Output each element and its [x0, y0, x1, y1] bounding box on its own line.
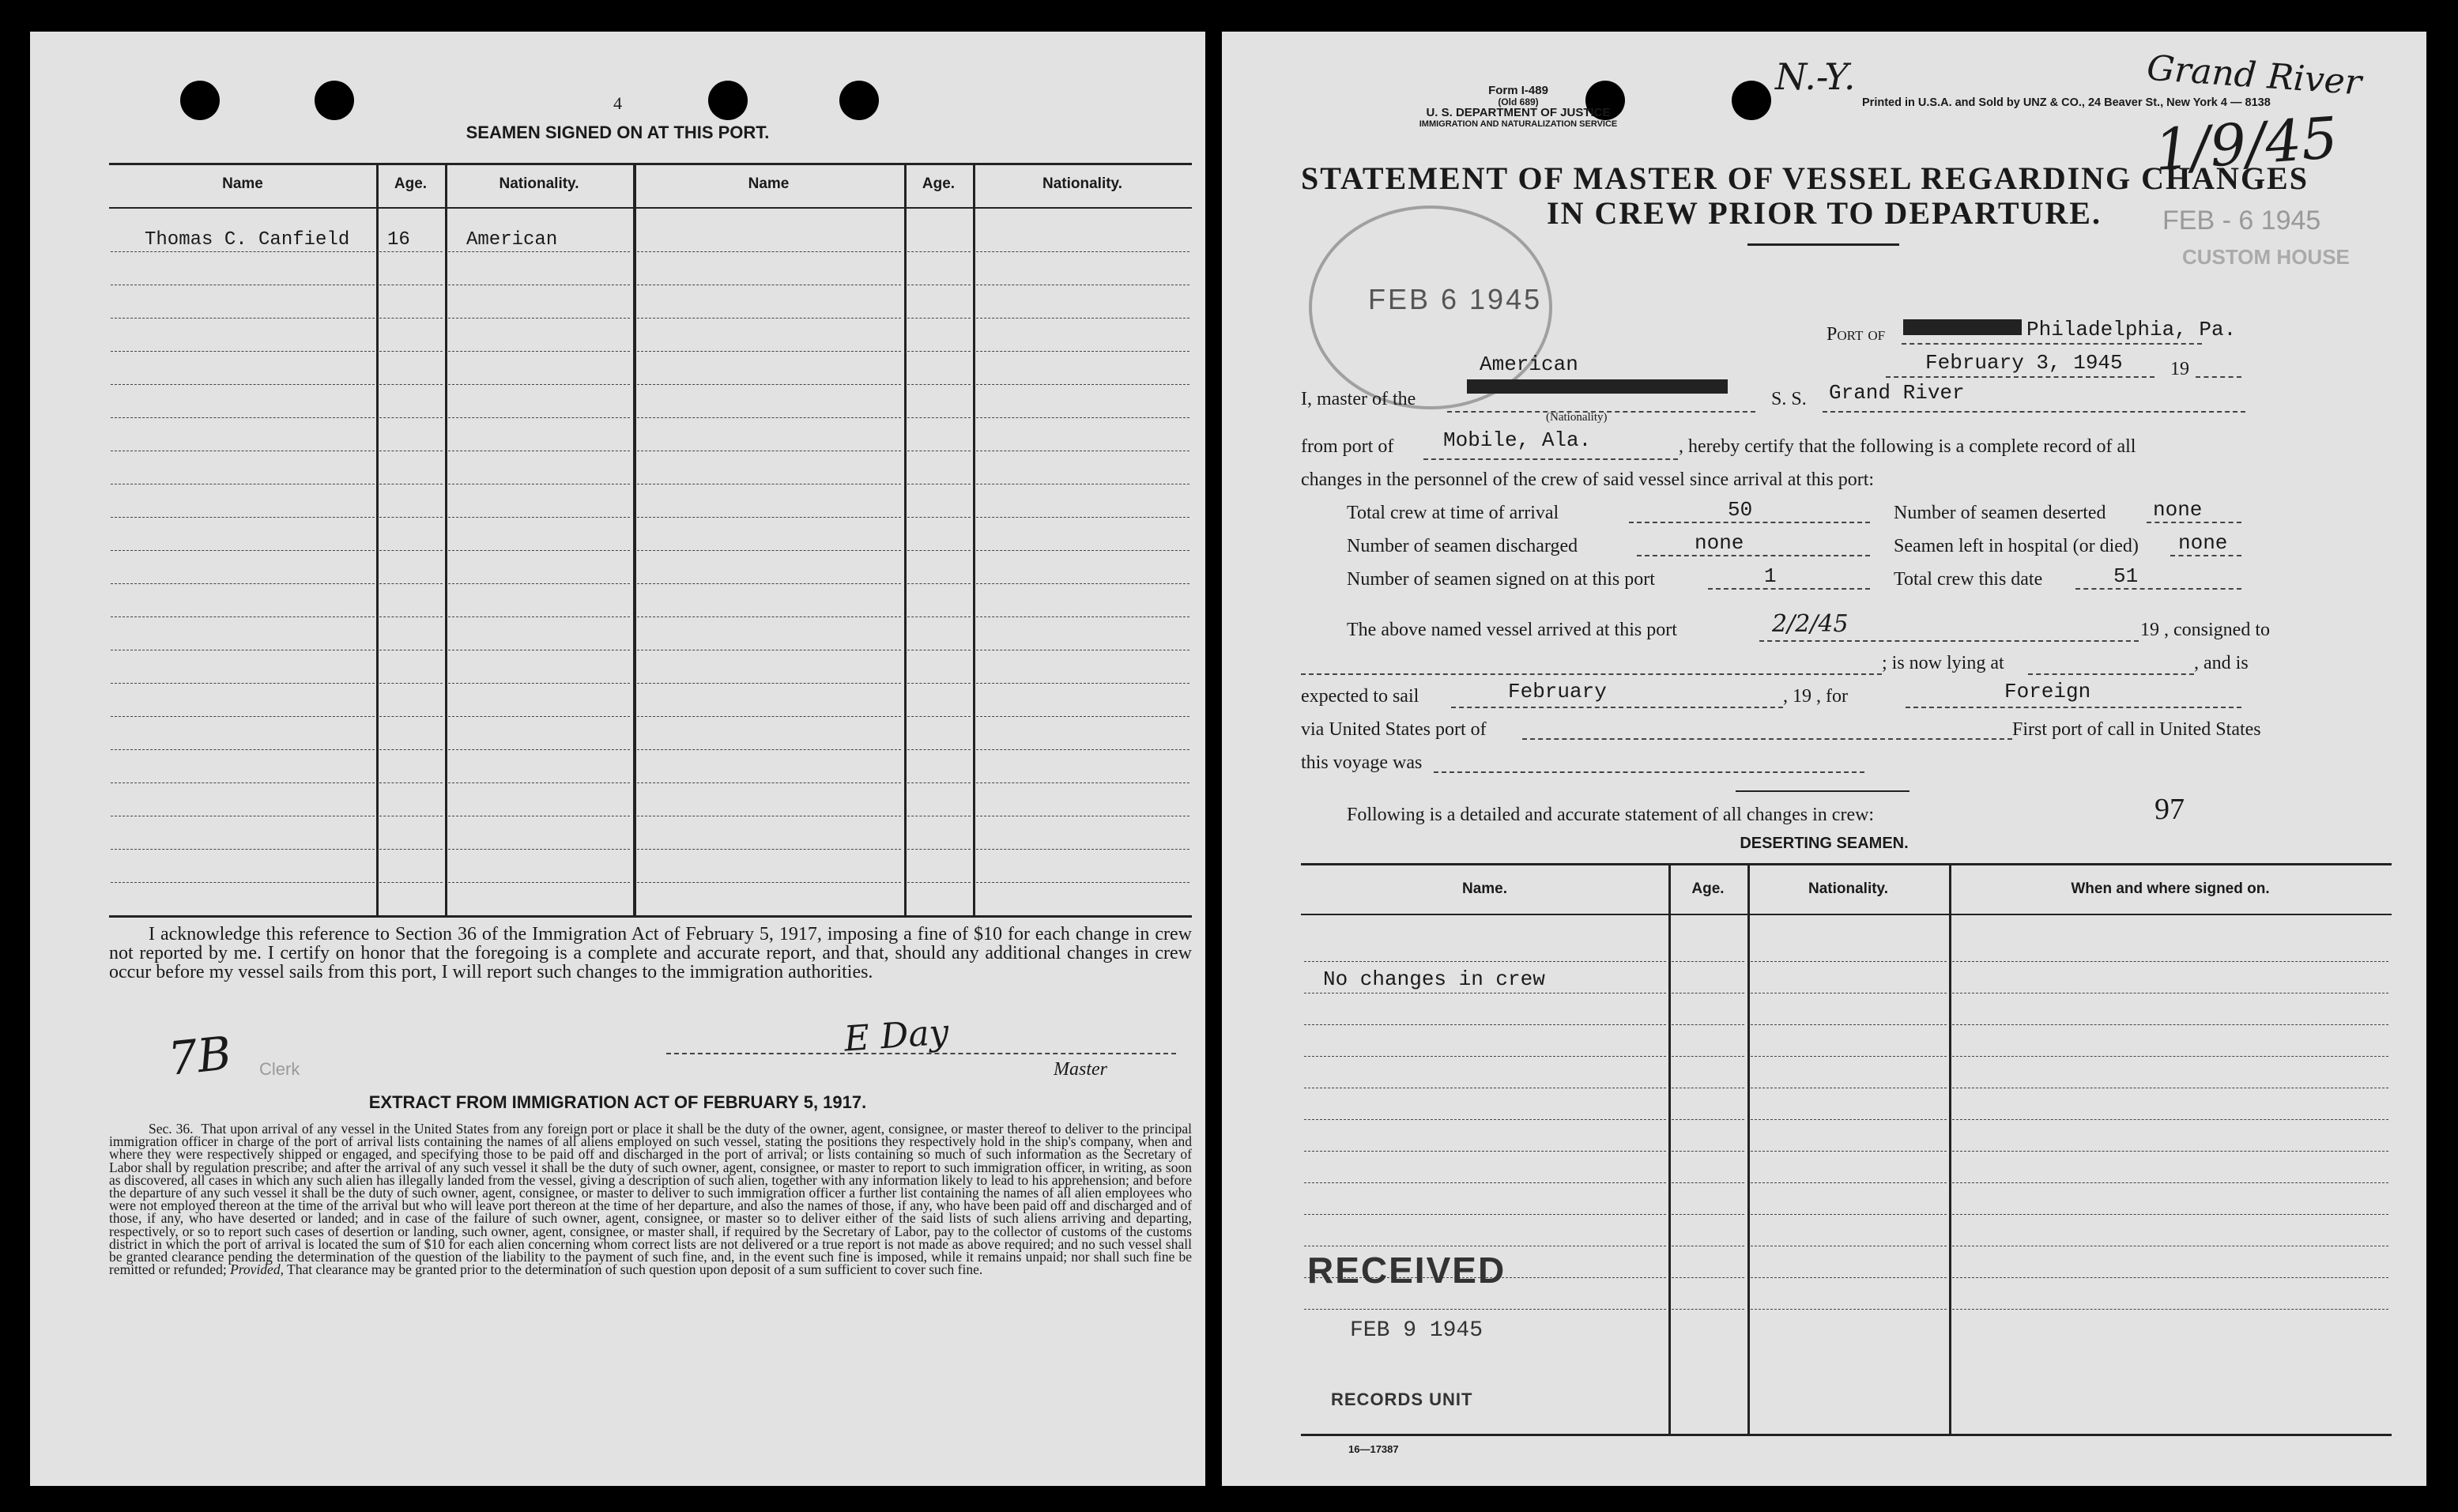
- row-rule: [448, 351, 630, 352]
- stat-value: 1: [1764, 564, 1777, 588]
- row-rule: [976, 849, 1189, 850]
- row-rule: [379, 716, 443, 717]
- row-rule: [907, 616, 971, 617]
- row-rule: [1672, 1119, 1744, 1120]
- row-rule: [1952, 1214, 2388, 1215]
- row-rule: [637, 616, 901, 617]
- row-rule: [448, 683, 630, 684]
- form-footer: 16—17387: [1348, 1443, 1399, 1455]
- row-rule: [448, 882, 630, 883]
- form-title-line1: STATEMENT OF MASTER OF VESSEL REGARDING CHANGES: [1301, 160, 2309, 196]
- from-port-label: from port of: [1301, 436, 1394, 457]
- nationality-value: American: [1480, 353, 1578, 376]
- form-info: [1388, 85, 1649, 130]
- col-header-nationality: Nationality.: [499, 175, 579, 192]
- row-rule: [976, 616, 1189, 617]
- row-rule: [1304, 1182, 1666, 1183]
- row-rule: [637, 583, 901, 584]
- col-header-age: Age.: [1691, 880, 1725, 897]
- row-rule: [907, 550, 971, 551]
- row-rule: [1751, 1214, 1947, 1215]
- row-rule: [1952, 1056, 2388, 1057]
- row-rule: [111, 484, 375, 485]
- inspection-stamp-date: FEB 6 1945: [1368, 283, 1543, 315]
- row-rule: [976, 484, 1189, 485]
- row-rule: [1751, 961, 1947, 962]
- redaction-mark: [1467, 379, 1728, 394]
- lying-label: ; is now lying at: [1882, 653, 2004, 673]
- row-rule: [111, 749, 375, 750]
- year-prefix: 19: [2170, 359, 2189, 379]
- row-rule: [976, 716, 1189, 717]
- row-rule: [907, 749, 971, 750]
- col-header-name: Name.: [1461, 880, 1508, 897]
- form-old: (Old 689): [1498, 96, 1539, 107]
- row-rule: [1751, 1151, 1947, 1152]
- row-rule: [448, 782, 630, 783]
- master-of-label: I, master of the: [1301, 389, 1416, 409]
- row-rule: [111, 417, 375, 418]
- row-rule: [448, 616, 630, 617]
- row-rule: [1304, 1024, 1666, 1025]
- redaction-mark: [1903, 319, 2022, 335]
- row-rule: [379, 417, 443, 418]
- row-rule: [379, 849, 443, 850]
- row-rule: [637, 417, 901, 418]
- row-rule: [111, 849, 375, 850]
- row-rule: [637, 782, 901, 783]
- row-rule: [111, 716, 375, 717]
- row-rule: [637, 484, 901, 485]
- col-header-when-where: When and where signed on.: [2071, 880, 2270, 897]
- row-rule: [1952, 961, 2388, 962]
- row-rule: [637, 318, 901, 319]
- row-rule: [907, 384, 971, 385]
- row-rule: [976, 550, 1189, 551]
- row-rule: [1672, 1277, 1744, 1278]
- stat-value: 51: [2113, 564, 2139, 588]
- row-rule: [637, 517, 901, 518]
- expected-label: expected to sail: [1301, 686, 1419, 707]
- row-rule: [976, 384, 1189, 385]
- row-rule: [637, 849, 901, 850]
- row-rule: [448, 517, 630, 518]
- col-header-nationality: Nationality.: [1042, 175, 1122, 192]
- row-rule: [637, 749, 901, 750]
- row-rule: [448, 749, 630, 750]
- row-rule: [637, 384, 901, 385]
- row-rule: [637, 251, 901, 252]
- row-rule: [1751, 1119, 1947, 1120]
- row-rule: [379, 583, 443, 584]
- row-rule: [1304, 1056, 1666, 1057]
- extract-text: Sec. 36. That upon arrival of any vessel in the United States from any foreign port or place it shall be the duty of the owner, agent, consignee, or master thereof to deliver to the principal immigration officer in charge of the port of arrival lists containing the names of all aliens employed on such vessel, stating the positions they respectively hold in the ship's company, when and where they were respectively shipped or engaged, and specifying those to be paid off and discharged in the port of arrival; or lists containing so much of such information as the Secretary of Labor shall by regulation prescribe; and after the arrival of any such vessel it shall be the duty of such owner, agent, consignee, or master to report to such immigration officer, in writing, as soon as discovered, all cases in which any such alien has illegally landed from the vessel, giving a description of such alien, together with any information likely to lead to his apprehension; and before the departure of any such vessel it shall be the duty of such owner, agent, consignee, or master to deliver to such immigration officer a further list containing the names of all alien employees who were not employed thereon at the time of the arrival but who will leave port thereon at the time of her departure, and also the names of those, if any, who have been paid off and discharged and of those, if any, who have deserted or landed; and in case of the failure of such owner, agent, consignee, or master so to deliver either of the said lists of such aliens arriving and departing, respectively, or so to report such cases of desertion or landing, such owner, agent, consignee, or master shall, if required by the Secretary of Labor, pay to the collector of customs of the customs district in which the port of arrival is located the sum of $10 for each alien concerning whom correct lists are not delivered or a true report is not made as above required; and no such vessel shall be granted clearance pending the determination of the question of the liability to the payment of such fine, and, in the event such fine is imposed, while it remains unpaid; nor shall such fine be remitted or refunded; Provided, That clearance may be granted prior to the determination of such question upon deposit of a sum sufficient to cover such fine.: [109, 1121, 1192, 1278]
- stat-label: Seamen left in hospital (or died): [1894, 536, 2139, 556]
- row-rule: [379, 550, 443, 551]
- row-rule: [448, 849, 630, 850]
- row-rule: [1304, 1119, 1666, 1120]
- table-row-age: 16: [387, 229, 410, 251]
- row-rule: [976, 583, 1189, 584]
- row-rule: [907, 683, 971, 684]
- stat-value: 50: [1728, 498, 1753, 522]
- col-header-nationality: Nationality.: [1808, 880, 1888, 897]
- row-rule: [379, 251, 443, 252]
- row-rule: [448, 716, 630, 717]
- row-rule: [448, 417, 630, 418]
- row-rule: [976, 782, 1189, 783]
- printer-info: Printed in U.S.A. and Sold by UNZ & CO., 24 Beaver St., New York 4 — 8138: [1862, 96, 2271, 109]
- row-rule: [448, 583, 630, 584]
- row-rule: [1751, 1182, 1947, 1183]
- row-rule: [976, 251, 1189, 252]
- row-rule: [1751, 993, 1947, 994]
- row-rule: [907, 583, 971, 584]
- stat-value: none: [2153, 498, 2203, 522]
- row-rule: [637, 882, 901, 883]
- stat-value: none: [2178, 531, 2228, 555]
- for-value: Foreign: [2004, 680, 2091, 703]
- first-port-label: First port of call in United States: [2012, 719, 2261, 740]
- following-label: Following is a detailed and accurate statement of all changes in crew:: [1347, 805, 1875, 825]
- received-stamp: RECEIVED: [1307, 1250, 1506, 1291]
- row-rule: [1751, 1024, 1947, 1025]
- row-rule: [907, 318, 971, 319]
- records-unit: RECORDS UNIT: [1331, 1389, 1473, 1409]
- row-rule: [1304, 961, 1666, 962]
- row-rule: [1751, 1277, 1947, 1278]
- row-rule: [1672, 993, 1744, 994]
- row-rule: [111, 616, 375, 617]
- row-rule: [976, 351, 1189, 352]
- handwritten-port: N.-Y.: [1775, 55, 1856, 98]
- page-number: 4: [613, 93, 622, 113]
- handwritten-vessel: Grand River: [2145, 47, 2363, 104]
- section-label: Sec. 36.: [149, 1121, 194, 1137]
- received-date: FEB 9 1945: [1350, 1318, 1483, 1343]
- stat-label: Number of seamen deserted: [1894, 503, 2106, 523]
- row-rule: [111, 517, 375, 518]
- row-rule: [1672, 1024, 1744, 1025]
- row-rule: [907, 716, 971, 717]
- stat-label: Total crew this date: [1894, 569, 2043, 590]
- row-rule: [111, 318, 375, 319]
- row-rule: [1952, 1277, 2388, 1278]
- expected-value: February: [1508, 680, 1607, 703]
- row-rule: [379, 683, 443, 684]
- vessel-name: Grand River: [1829, 381, 1965, 405]
- row-rule: [1672, 1309, 1744, 1310]
- row-rule: [1304, 1151, 1666, 1152]
- col-header-name: Name: [222, 175, 263, 192]
- stat-label: Number of seamen signed on at this port: [1347, 569, 1655, 590]
- date-value: February 3, 1945: [1925, 351, 2123, 375]
- customs-stamp-date: FEB - 6 1945: [2162, 205, 2321, 236]
- row-rule: [976, 318, 1189, 319]
- row-rule: [907, 782, 971, 783]
- row-rule: [976, 517, 1189, 518]
- row-rule: [448, 550, 630, 551]
- row-rule: [448, 484, 630, 485]
- arrived-label: The above named vessel arrived at this port: [1347, 620, 1677, 640]
- row-rule: [1672, 1151, 1744, 1152]
- row-rule: [111, 583, 375, 584]
- row-rule: [111, 782, 375, 783]
- row-rule: [111, 351, 375, 352]
- row-rule: [907, 484, 971, 485]
- port-value: Philadelphia, Pa.: [2026, 318, 2237, 341]
- master-signature: E Day: [843, 1012, 951, 1060]
- customs-stamp-text: CUSTOM HOUSE: [2182, 245, 2350, 269]
- row-rule: [1952, 1119, 2388, 1120]
- row-rule: [379, 616, 443, 617]
- row-rule: [111, 683, 375, 684]
- row-rule: [1952, 993, 2388, 994]
- row-rule: [1304, 993, 1666, 994]
- arrived-value: 2/2/45: [1772, 610, 1849, 638]
- row-rule: [637, 351, 901, 352]
- row-rule: [637, 683, 901, 684]
- form-title-line2: IN CREW PRIOR TO DEPARTURE.: [1547, 195, 2102, 231]
- row-rule: [379, 749, 443, 750]
- row-rule: [379, 318, 443, 319]
- row-rule: [111, 882, 375, 883]
- master-label: Master: [1054, 1059, 1107, 1080]
- table-row-name: No changes in crew: [1323, 967, 1545, 991]
- voyage-label: this voyage was: [1301, 752, 1423, 773]
- col-header-name: Name: [748, 175, 790, 192]
- changes-text: changes in the personnel of the crew of said vessel since arrival at this port:: [1301, 469, 1875, 490]
- certify-text: , hereby certify that the following is a complete record of all: [1679, 436, 2136, 457]
- row-rule: [637, 550, 901, 551]
- handwritten-date: 1/9/45: [2152, 104, 2340, 183]
- row-rule: [111, 251, 375, 252]
- row-rule: [1952, 1024, 2388, 1025]
- row-rule: [111, 384, 375, 385]
- row-rule: [907, 251, 971, 252]
- table-row-nationality: American: [466, 229, 558, 251]
- left-page: [30, 32, 1205, 1486]
- row-rule: [1672, 1056, 1744, 1057]
- row-rule: [379, 517, 443, 518]
- row-rule: [907, 417, 971, 418]
- table-row-name: Thomas C. Canfield: [145, 229, 350, 251]
- department: U. S. DEPARTMENT OF JUSTICE: [1426, 106, 1611, 119]
- row-rule: [907, 882, 971, 883]
- row-rule: [448, 318, 630, 319]
- row-rule: [976, 417, 1189, 418]
- row-rule: [1952, 1309, 2388, 1310]
- from-port-value: Mobile, Ala.: [1443, 428, 1592, 452]
- row-rule: [379, 882, 443, 883]
- service: IMMIGRATION AND NATURALIZATION SERVICE: [1419, 119, 1618, 129]
- row-rule: [448, 251, 630, 252]
- via-label: via United States port of: [1301, 719, 1487, 740]
- row-rule: [1952, 1182, 2388, 1183]
- clerk-label: Clerk: [259, 1059, 300, 1079]
- row-rule: [1751, 1056, 1947, 1057]
- row-rule: [1672, 1182, 1744, 1183]
- row-rule: [1751, 1309, 1947, 1310]
- row-rule: [976, 683, 1189, 684]
- left-title: SEAMEN SIGNED ON AT THIS PORT.: [466, 123, 770, 142]
- col-header-age: Age.: [394, 175, 428, 192]
- for-label: , 19 , for: [1783, 686, 1848, 707]
- col-header-age: Age.: [922, 175, 956, 192]
- row-rule: [1672, 1214, 1744, 1215]
- row-rule: [1672, 961, 1744, 962]
- extract-title: EXTRACT FROM IMMIGRATION ACT OF FEBRUARY 5, 1917.: [368, 1092, 867, 1112]
- deserting-title: DESERTING SEAMEN.: [1740, 835, 1909, 852]
- row-rule: [907, 849, 971, 850]
- stat-value: none: [1695, 531, 1744, 555]
- row-rule: [111, 550, 375, 551]
- row-rule: [907, 351, 971, 352]
- row-rule: [1304, 1309, 1666, 1310]
- ss-label: S. S.: [1771, 389, 1807, 409]
- row-rule: [1304, 1214, 1666, 1215]
- row-rule: [379, 782, 443, 783]
- acknowledgment-text: I acknowledge this reference to Section 36 of the Immigration Act of February 5, 1917, imposing a fine of $10 for each change in crew not reported by me. I certify on honor that the foregoing is a complete and accurate report, and that, should any additional changes in crew occur before my vessel sails from this port, I will report such changes to the immigration authorities.: [109, 924, 1192, 982]
- punch-hole: [1732, 81, 1771, 120]
- stat-label: Number of seamen discharged: [1347, 536, 1578, 556]
- number-97: 97: [2155, 793, 2185, 826]
- stat-label: Total crew at time of arrival: [1347, 503, 1559, 523]
- consigned-label: 19 , consigned to: [2140, 620, 2270, 640]
- row-rule: [379, 384, 443, 385]
- and-is: , and is: [2194, 653, 2249, 673]
- row-rule: [448, 384, 630, 385]
- clerk-initials: 7B: [165, 1026, 234, 1086]
- row-rule: [976, 882, 1189, 883]
- right-page: [1222, 32, 2426, 1486]
- nationality-caption: (Nationality): [1546, 411, 1608, 424]
- row-rule: [379, 484, 443, 485]
- row-rule: [379, 351, 443, 352]
- row-rule: [637, 716, 901, 717]
- form-number: Form I-489: [1488, 84, 1548, 97]
- row-rule: [1952, 1151, 2388, 1152]
- port-label: Port of: [1827, 324, 1886, 345]
- row-rule: [976, 749, 1189, 750]
- row-rule: [907, 517, 971, 518]
